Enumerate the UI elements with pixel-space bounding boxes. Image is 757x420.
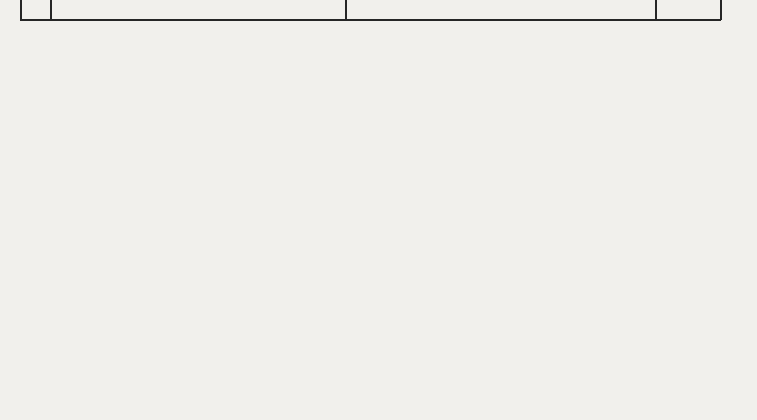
- header-height: [546, 67, 580, 217]
- header-total-area: [301, 66, 331, 216]
- top-table-left-border: [20, 0, 22, 20]
- header-auxiliary: [426, 94, 450, 214]
- header-balconies: [483, 72, 529, 222]
- header-self-converted: [606, 68, 640, 218]
- section-title: [0, 33, 757, 53]
- top-table-divider: [50, 0, 52, 20]
- top-table-right-border: [720, 0, 722, 20]
- watermark: [250, 265, 590, 345]
- header-litera: [18, 66, 46, 216]
- top-table-bottom-border: [20, 19, 721, 21]
- header-living: [366, 94, 390, 214]
- top-table-divider: [345, 0, 347, 20]
- header-note: [673, 66, 699, 216]
- top-table-divider: [655, 0, 657, 20]
- header-room-number: [61, 67, 109, 217]
